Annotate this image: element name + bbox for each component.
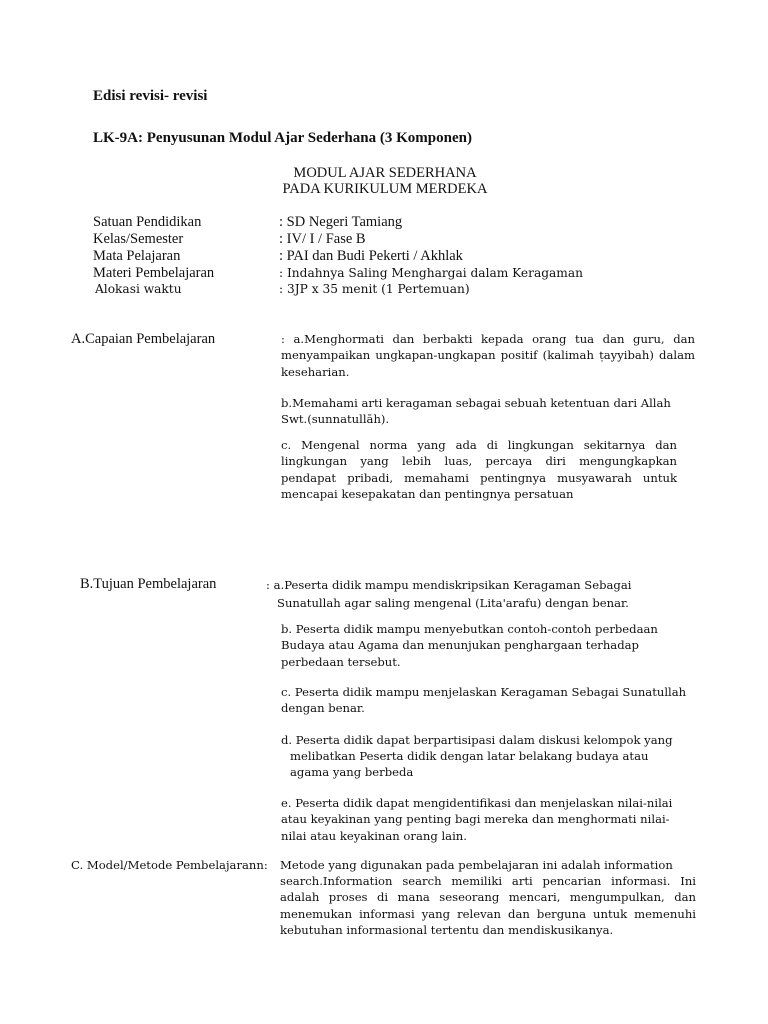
identity-value: : 3JP x 35 menit (1 Pertemuan) <box>279 282 470 296</box>
identity-row <box>93 282 693 299</box>
identity-row <box>93 231 693 248</box>
identity-label: Mata Pelajaran <box>93 248 181 264</box>
section-a-item-b: b.Memahami arti keragaman sebagai sebuah ketentuan dari Allah Swt.(sunnatullāh). <box>281 396 671 427</box>
section-b-item-b: b. Peserta didik mampu menyebutkan contoh-contoh perbedaan Budaya atau Agama dan menunjukan penghargaan terhadap perbedaan tersebut. <box>281 622 658 669</box>
section-b-item-a-line-2: Sunatullah agar saling mengenal (Lita'arafu) dengan benar. <box>277 596 629 610</box>
section-b-item-c: c. Peserta didik mampu menjelaskan Keragaman Sebagai Sunatullah dengan benar. <box>281 685 687 716</box>
section-b-item-d-line-1: d. Peserta didik dapat berpartisipasi dalam diskusi kelompok yang <box>281 733 673 747</box>
identity-label: Kelas/Semester <box>93 231 184 247</box>
section-b-item-d-line-2: melibatkan Peserta didik dengan latar belakang budaya atau <box>290 749 649 763</box>
section-b-item-d-line-3: agama yang berbeda <box>290 765 414 779</box>
section-c-text: search.Information search memiliki arti pencarian informasi. Ini adalah proses di mana seseorang mencari, mengumpulkan, dan menemukan informasi yang relevan dan berguna untuk memenuhi kebutuhan informasional tertentu dan mendiskusikanya. <box>280 874 696 938</box>
identity-value: : SD Negeri Tamiang <box>279 214 403 230</box>
worksheet-title: LK-9A: Penyusunan Modul Ajar Sederhana (3 Komponen) <box>93 130 472 146</box>
section-b-item-e: e. Peserta didik dapat mengidentifikasi dan menjelaskan nilai-nilai atau keyakinan yang penting bagi mereka dan menghormati nilai-nilai atau keyakinan orang lain. <box>281 796 673 843</box>
section-a-heading: A.Capaian Pembelajaran <box>71 331 216 347</box>
identity-row <box>93 265 693 282</box>
identity-row <box>93 214 693 231</box>
section-a-item-c: c. Mengenal norma yang ada di lingkungan sekitarnya dan lingkungan yang lebih luas, percaya diri mengungkapkan pendapat pribadi, memahami pentingnya musyawarah untuk mencapai kesepakatan dan pentingnya persatuan <box>281 438 677 502</box>
identity-label: Satuan Pendidikan <box>93 214 202 230</box>
section-b-item-a-line-1: : a.Peserta didik mampu mendiskripsikan Keragaman Sebagai <box>266 578 632 592</box>
identity-label: Materi Pembelajaran <box>93 265 215 281</box>
identity-row <box>93 248 693 265</box>
identity-value: : Indahnya Saling Menghargai dalam Keragaman <box>279 266 583 280</box>
edition-note: Edisi revisi- revisi <box>93 88 208 104</box>
section-c-heading: C. Model/Metode Pembelajarann: <box>71 858 268 872</box>
identity-label: Alokasi waktu <box>95 282 182 296</box>
identity-value: : IV/ I / Fase B <box>279 231 366 247</box>
module-title-line-1: MODUL AJAR SEDERHANA <box>293 165 477 181</box>
identity-value: : PAI dan Budi Pekerti / Akhlak <box>279 248 463 264</box>
section-c-text-line-1: Metode yang digunakan pada pembelajaran ini adalah information <box>280 858 673 872</box>
section-b-heading: B.Tujuan Pembelajaran <box>80 576 217 592</box>
section-a-item-a: : a.Menghormati dan berbakti kepada orang tua dan guru, dan menyampaikan ungkapan-ungkapan positif (kalimah ṭayyibah) dalam keseharian. <box>281 332 695 379</box>
module-title-line-2: PADA KURIKULUM MERDEKA <box>282 181 488 197</box>
